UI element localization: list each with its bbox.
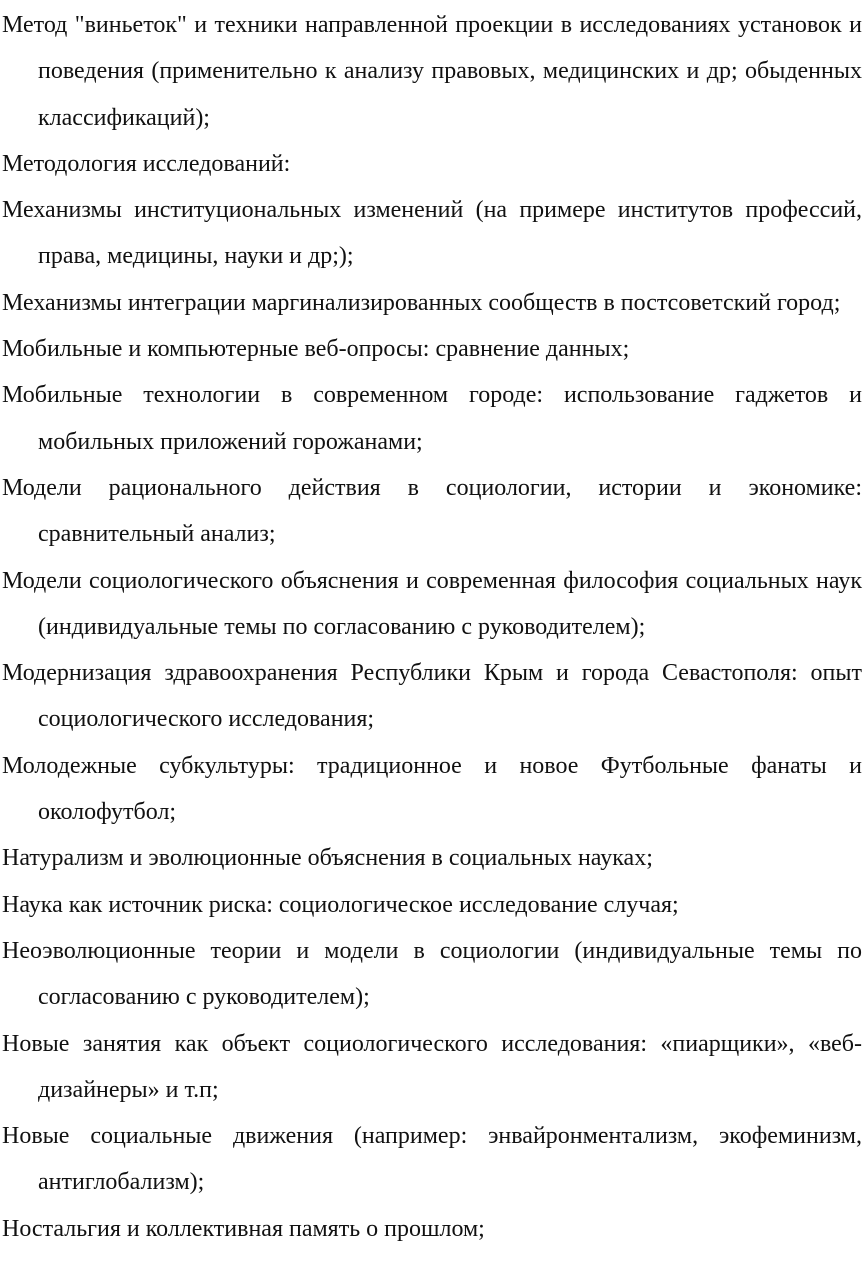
list-item <box>2 928 862 1021</box>
list-item <box>2 465 862 558</box>
item-text: Модели социологического объяснения и современная философия социальных наук (индивидуальные темы по согласованию с руководителем); <box>2 567 862 640</box>
item-text: Мобильные технологии в современном городе: использование гаджетов и мобильных приложений горожанами; <box>2 382 862 455</box>
list-item <box>2 187 862 280</box>
item-text: Механизмы институциональных изменений (на примере институтов профессий, права, медицины, науки и др;); <box>2 197 862 270</box>
list-item <box>2 743 862 836</box>
list-item <box>2 326 862 372</box>
list-item <box>2 2 862 141</box>
item-text: Натурализм и эволюционные объяснения в социальных науках; <box>2 845 653 872</box>
list-item <box>2 141 862 187</box>
item-text: Новые социальные движения (например: энвайронментализм, экофеминизм, антиглобализм); <box>2 1123 862 1196</box>
item-text: Механизмы интеграции маргинализированных сообществ в постсоветский город; <box>2 289 841 316</box>
item-text: Новые занятия как объект социологического исследования: «пиарщики», «веб-дизайнеры» и т.п; <box>2 1030 862 1103</box>
list-item <box>2 650 862 743</box>
list-item <box>2 558 862 651</box>
item-text: Модернизация здравоохранения Республики Крым и города Севастополя: опыт социологического исследования; <box>2 660 862 733</box>
list-item <box>2 372 862 465</box>
list-item <box>2 835 862 881</box>
list-item <box>2 882 862 928</box>
item-text: Методология исследований: <box>2 150 291 177</box>
item-text: Мобильные и компьютерные веб-опросы: сравнение данных; <box>2 336 630 363</box>
item-text: Метод "виньеток" и техники направленной проекции в исследованиях установок и поведения (применительно к анализу правовых, медицинских и др; обыденных классификаций); <box>2 12 862 131</box>
item-text: Неоэволюционные теории и модели в социологии (индивидуальные темы по согласованию с руководителем); <box>2 937 862 1011</box>
item-text: Модели рационального действия в социологии, истории и экономике: сравнительный анализ; <box>2 474 862 548</box>
list-item <box>2 280 862 326</box>
list-item <box>2 1021 862 1114</box>
list-item <box>2 1113 862 1206</box>
item-text: Наука как источник риска: социологическое исследование случая; <box>2 891 679 918</box>
item-text: Молодежные субкультуры: традиционное и новое Футбольные фанаты и околофутбол; <box>2 752 862 826</box>
item-text: Ностальгия и коллективная память о прошлом; <box>2 1215 485 1242</box>
list-item <box>2 1206 862 1252</box>
topic-list <box>2 2 862 1252</box>
